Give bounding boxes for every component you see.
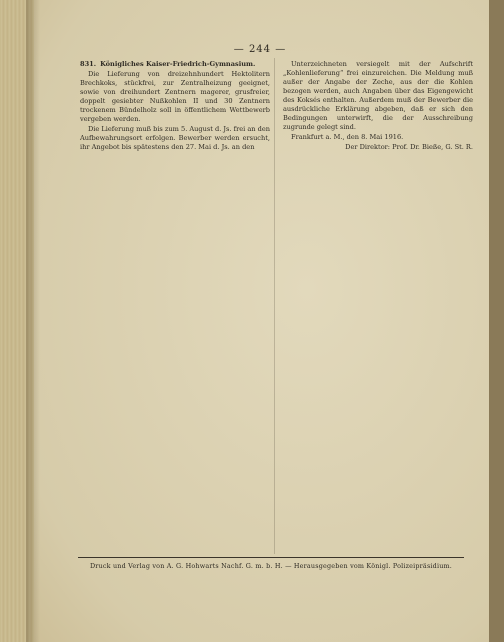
notice-paragraph-1: Die Lieferung von dreizehnhundert Hektolitern Brechkoks, stückfrei, zur Zentralheizung geeignet, sowie von dreihundert Zentnern magerer, grusfreier, doppelt gesiebter Nußkohlen II und 30 Zentnern trockenem Bündelholz soll in öffentlichem Wettbewerb vergeben werden.: [80, 70, 270, 123]
left-column: [80, 60, 270, 153]
right-column: [283, 60, 473, 153]
signature-line: Der Direktor: Prof. Dr. Bieße, G. St. R.: [345, 143, 473, 151]
page-number: — 244 —: [233, 44, 287, 55]
footer-rule: [78, 557, 464, 558]
notice-heading: [80, 60, 270, 69]
column-divider: [274, 58, 275, 554]
notice-paragraph-2: Die Lieferung muß bis zum 5. August d. Js. frei an den Aufbewahrungsort erfolgen. Bewerber werden ersucht, ihr Angebot bis spätestens den 27. Mai d. Js. an den: [80, 125, 270, 151]
book-gutter-shadow: [26, 0, 40, 642]
footer-imprint: Druck und Verlag von A. G. Hohwarts Nachf. G. m. b. H. — Herausgegeben vom Königl. Polizeipräsidium.: [89, 562, 453, 570]
institution-name: Königliches Kaiser-Friedrich-Gymnasium.: [100, 60, 256, 68]
entry-number: 831.: [80, 60, 97, 68]
notice-paragraph-3: Unterzeichneten versiegelt mit der Aufschrift „Kohlenlieferung“ frei einzureichen. Die Meldung muß außer der Angabe der Zeche, aus der die Kohlen bezogen werden, auch Angaben über das Eigengewicht des Koksés enthalten. Außerdem muß der Bewerber die ausdrückliche Erklärung abgeben, daß er sich den Bedingungen unterwirft, die der Ausschreibung zugrunde gelegt sind.: [283, 60, 473, 131]
date-line: Frankfurt a. M., den 8. Mai 1916.: [291, 133, 404, 141]
scan-background: [489, 0, 504, 642]
